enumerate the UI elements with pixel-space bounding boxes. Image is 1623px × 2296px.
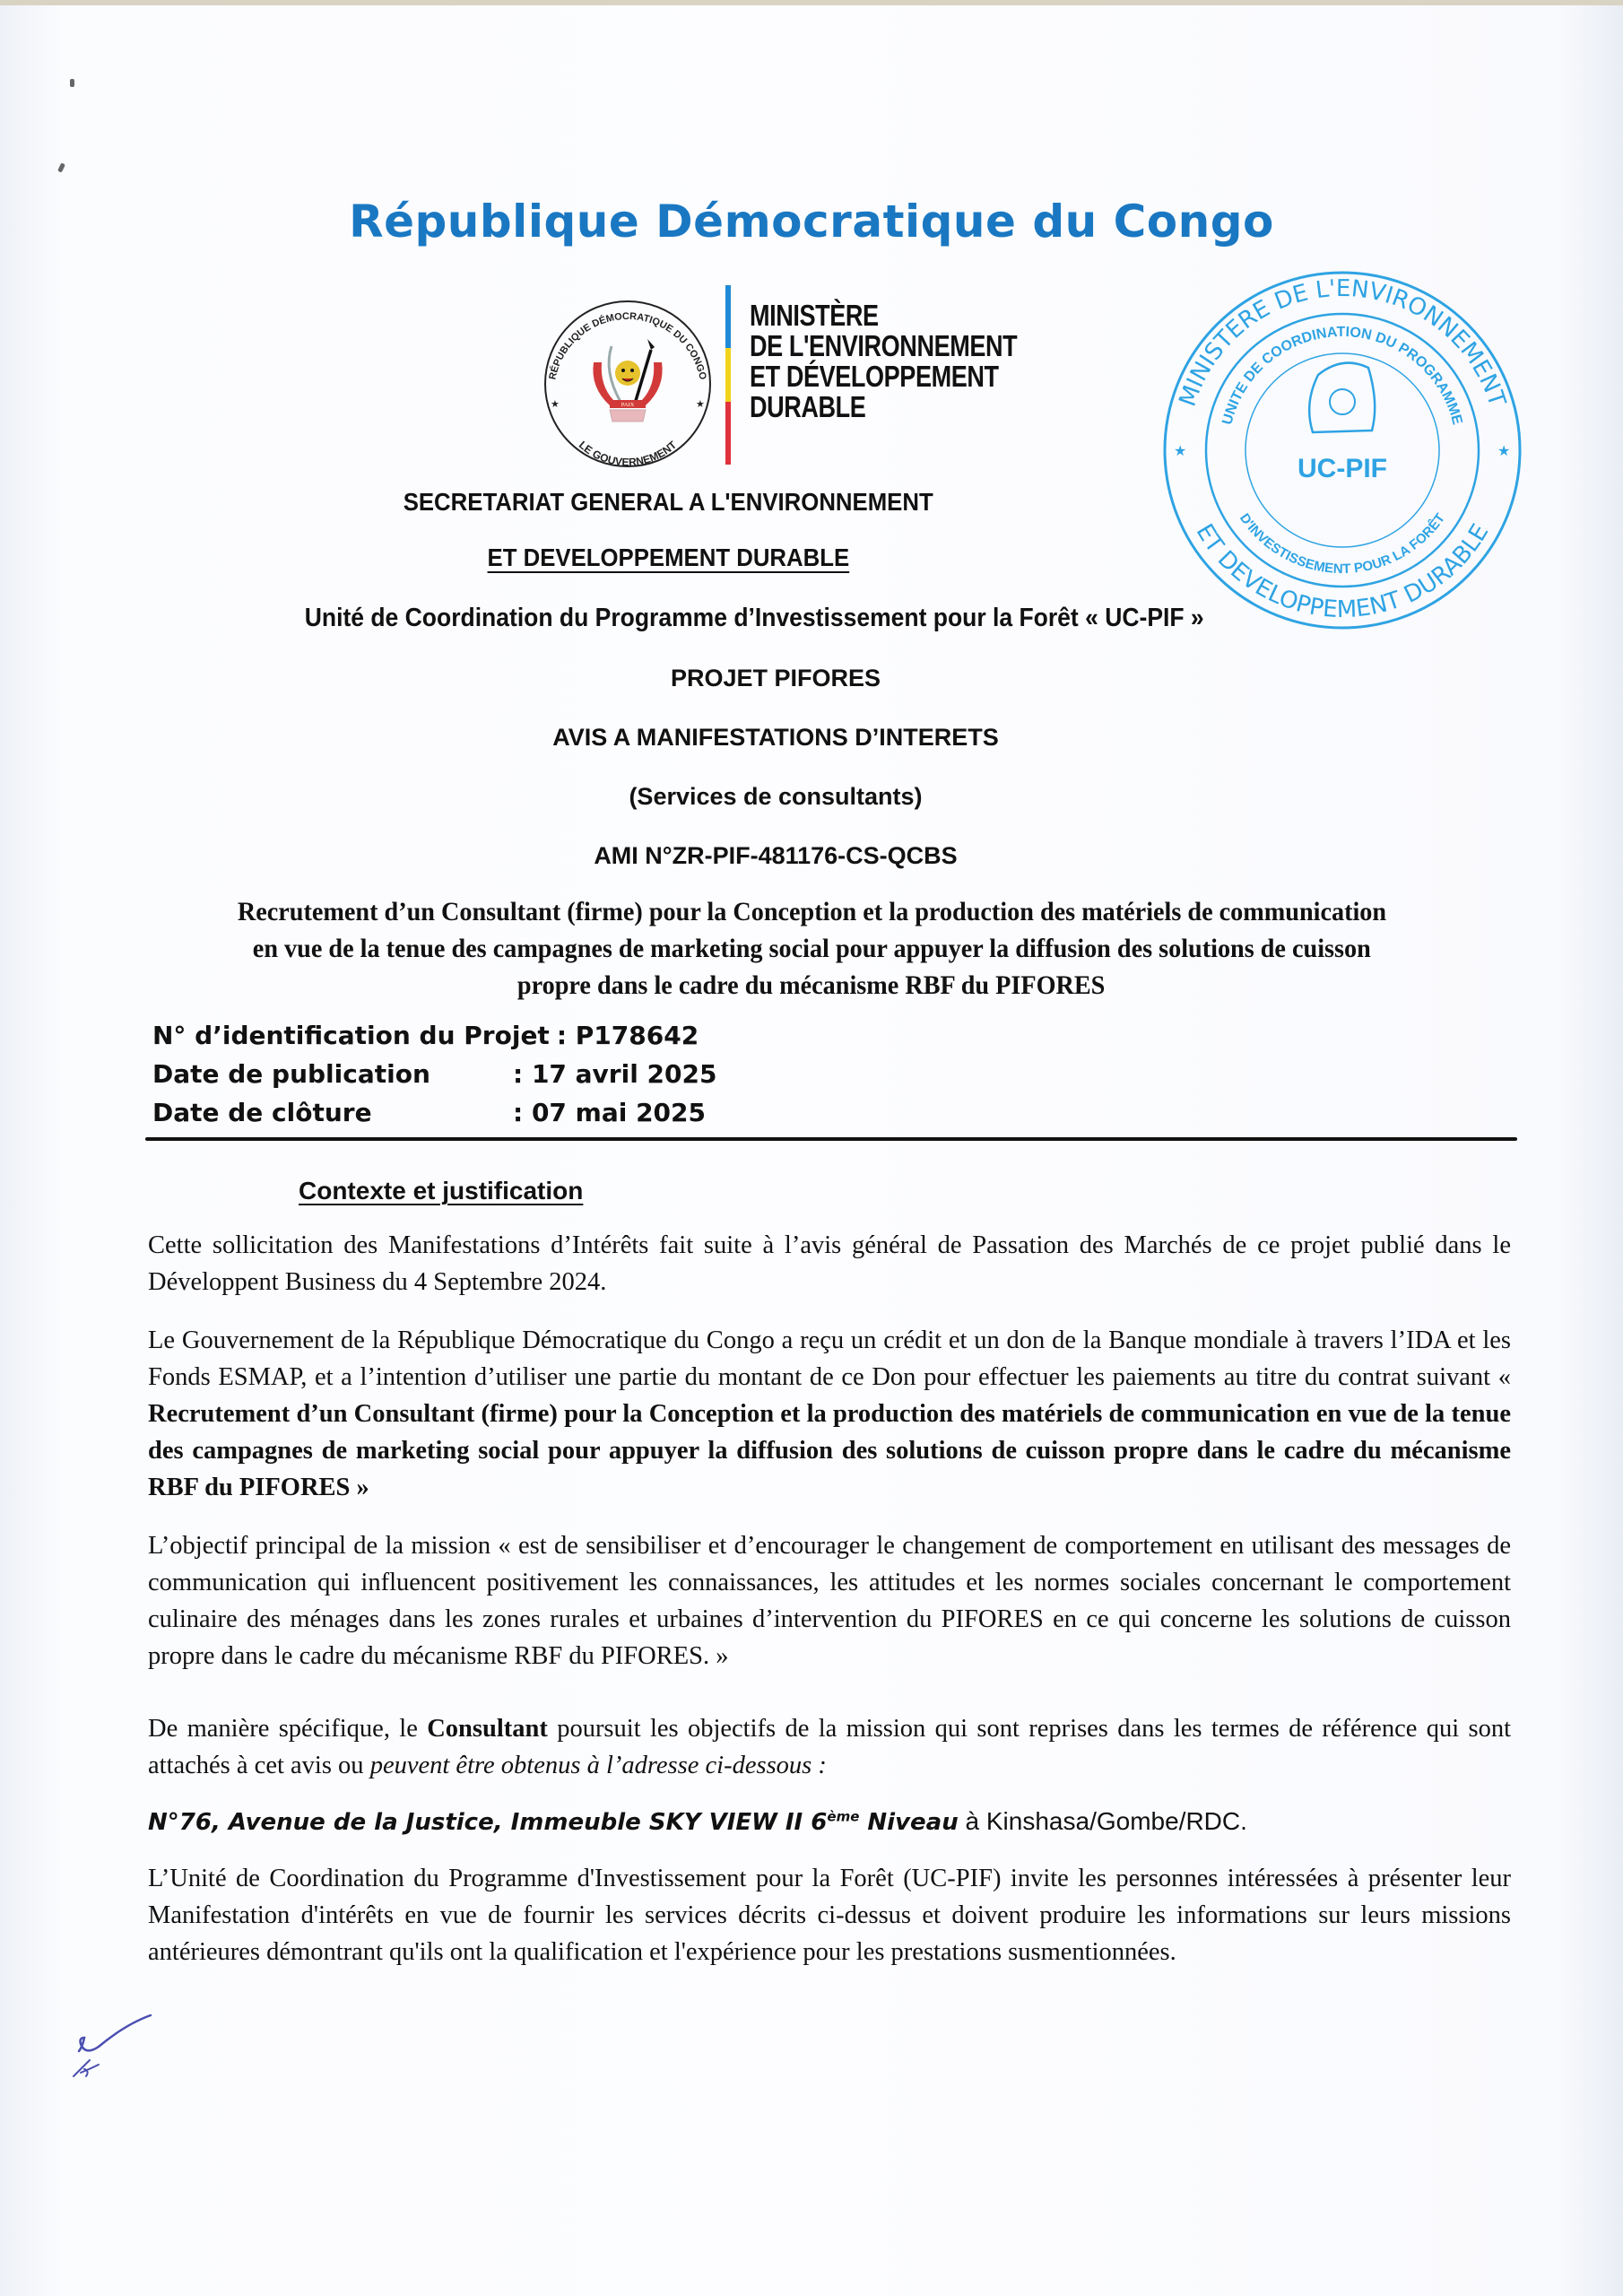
identification-value: : 07 mai 2025 <box>513 1098 707 1127</box>
paragraph-invitation: L’Unité de Coordination du Programme d'Investissement pour la Forêt (UC-PIF) invite les personnes intéressées à présenter leur Manifestation d'intérêts en vue de fournir les services décrits ci-dessus et doivent produire les informations sur leurs missions antérieures démontrant qu'ils ont la qualification et l'expérience pour les prestations susmentionnées. <box>148 1865 1511 1966</box>
paragraph-specific-text: De manière spécifique, le <box>148 1715 428 1743</box>
secretariat-line-2 <box>0 540 1623 576</box>
seal-top-text: RÉPUBLIQUE DÉMOCRATIQUE DU CONGO <box>547 310 708 381</box>
star-icon: ★ <box>696 399 705 410</box>
identification-label: Date de clôture <box>152 1098 372 1127</box>
address-line <box>148 1804 1511 1840</box>
ami-reference-text: AMI N°ZR-PIF-481176-CS-QCBS <box>594 842 958 869</box>
stamp-outer-bottom-text: ET DEVELOPPEMENT DURABLE <box>1190 519 1495 624</box>
stamp-center-text: UC-PIF <box>1298 454 1387 483</box>
stamp-inner-top-text: UNITE DE COORDINATION DU PROGRAMME <box>1219 324 1465 427</box>
ministry-line: DURABLE <box>750 390 866 423</box>
recruitment-title <box>130 893 1493 1004</box>
ministry-line: MINISTÈRE <box>750 299 879 332</box>
address-level: Niveau <box>859 1809 959 1836</box>
stamp-outer-top-text: MINISTERE DE L'ENVIRONNEMENT <box>1174 274 1511 411</box>
address-floor-suffix: ème <box>827 1808 860 1825</box>
identification-value: : 17 avril 2025 <box>513 1059 717 1089</box>
identification-row-publication-date <box>152 1055 1139 1093</box>
ministry-line: ET DÉVELOPPEMENT <box>750 360 999 393</box>
secretariat-line-1 <box>0 484 1623 520</box>
country-title: République Démocratique du Congo <box>349 196 1274 248</box>
paragraph-funding-intro: Le Gouvernement de la République Démocratique du Congo a reçu un crédit et un don de la Banque mondiale à travers l’IDA et les Fonds ESMAP, et a l’intention d’utiliser une partie du montant de ce Don pour effectuer les paiements au titre du contrat suivant « <box>148 1326 1511 1391</box>
paragraph-objective: L’objectif principal de la mission « est de sensibiliser et d’encourager le changement de comportement en utilisant des messages de communication qui influencent positivement les connaissances, les attitudes et les normes sociales concernant le comportement culinaire des ménages dans les zones rurales et urbaines d’intervention du PIFORES en ce qui concerne les solutions de cuisson propre dans le cadre du mécanisme RBF du PIFORES. » <box>148 1532 1511 1670</box>
handwritten-signature <box>63 2006 242 2114</box>
paragraph-funding-contract: Recrutement d’un Consultant (firme) pour la Conception et la production des matériels de communication en vue de la tenue des campagnes de marketing social pour appuyer la diffusion des solutions de cuisson propre dans le cadre du mécanisme RBF du PIFORES » <box>148 1400 1511 1501</box>
address-italic <box>148 1809 959 1836</box>
services-type <box>0 778 1623 814</box>
unit-name-text: Unité de Coordination du Programme d’Investissement pour la Forêt « UC-PIF » <box>304 604 1204 632</box>
identification-value: : P178642 <box>556 1021 699 1050</box>
notice-title <box>0 719 1623 755</box>
paragraph-specific-consultant: Consultant <box>427 1715 548 1743</box>
address-city: à Kinshasa/Gombe/RDC. <box>958 1807 1247 1835</box>
recruitment-title-line <box>130 930 1493 967</box>
services-type-text: (Services de consultants) <box>629 783 923 810</box>
paragraph-specific-italic: peuvent être obtenus à l’adresse ci-dessous : <box>369 1752 827 1779</box>
address-street: N°76, Avenue de la Justice, Immeuble SKY VIEW II 6 <box>148 1809 828 1836</box>
recruitment-title-line <box>130 893 1493 930</box>
star-icon: ★ <box>1174 444 1187 459</box>
secretariat-line-2-text: ET DEVELOPPEMENT DURABLE <box>487 544 849 571</box>
ami-reference <box>0 838 1623 874</box>
identification-block <box>152 1016 1139 1132</box>
recruitment-title-text: en vue de la tenue des campagnes de marketing social pour appuyer la diffusion des solutions de cuisson <box>252 934 1371 963</box>
project-name <box>0 660 1623 696</box>
ministry-line: DE L'ENVIRONNEMENT <box>750 329 1018 362</box>
section-heading: Contexte et justification <box>299 1177 584 1205</box>
secretariat-line-1-text: SECRETARIAT GENERAL A L'ENVIRONNEMENT <box>403 488 933 516</box>
notice-title-text: AVIS A MANIFESTATIONS D’INTERETS <box>552 724 999 751</box>
identification-row-project-id <box>152 1016 1139 1055</box>
paragraph-specific-text: poursuit les objectifs de la mission qui sont reprises dans les termes de référence qui sont attachés à cet avis ou <box>148 1715 1511 1779</box>
unit-name <box>0 599 1623 637</box>
stamp-inner-bottom-text: D'INVESTISSEMENT POUR LA FORÊT <box>1236 510 1449 578</box>
paragraph-funding <box>148 1322 1511 1506</box>
identification-row-closing-date <box>152 1093 1139 1132</box>
project-name-text: PROJET PIFORES <box>670 665 881 691</box>
paragraph-specific <box>148 1710 1511 1784</box>
horizontal-divider <box>145 1137 1517 1141</box>
paragraph-context: Cette sollicitation des Manifestations d’Intérêts fait suite à l’avis général de Passation des Marchés de ce projet publié dans le Développent Business du 4 Septembre 2024. <box>148 1231 1511 1296</box>
identification-label: Date de publication <box>152 1059 430 1089</box>
recruitment-title-line <box>130 967 1493 1004</box>
identification-label: N° d’identification du Projet <box>152 1021 550 1050</box>
recruitment-title-text: Recrutement d’un Consultant (firme) pour la Conception et la production des matériels de communication <box>237 897 1386 926</box>
seal-bottom-text: LE GOUVERNEMENT <box>576 439 680 469</box>
star-icon: ★ <box>1497 444 1511 459</box>
star-icon: ★ <box>551 399 560 410</box>
seal-motto: PAIX <box>621 402 635 408</box>
recruitment-title-text: propre dans le cadre du mécanisme RBF du PIFORES <box>517 970 1106 1000</box>
